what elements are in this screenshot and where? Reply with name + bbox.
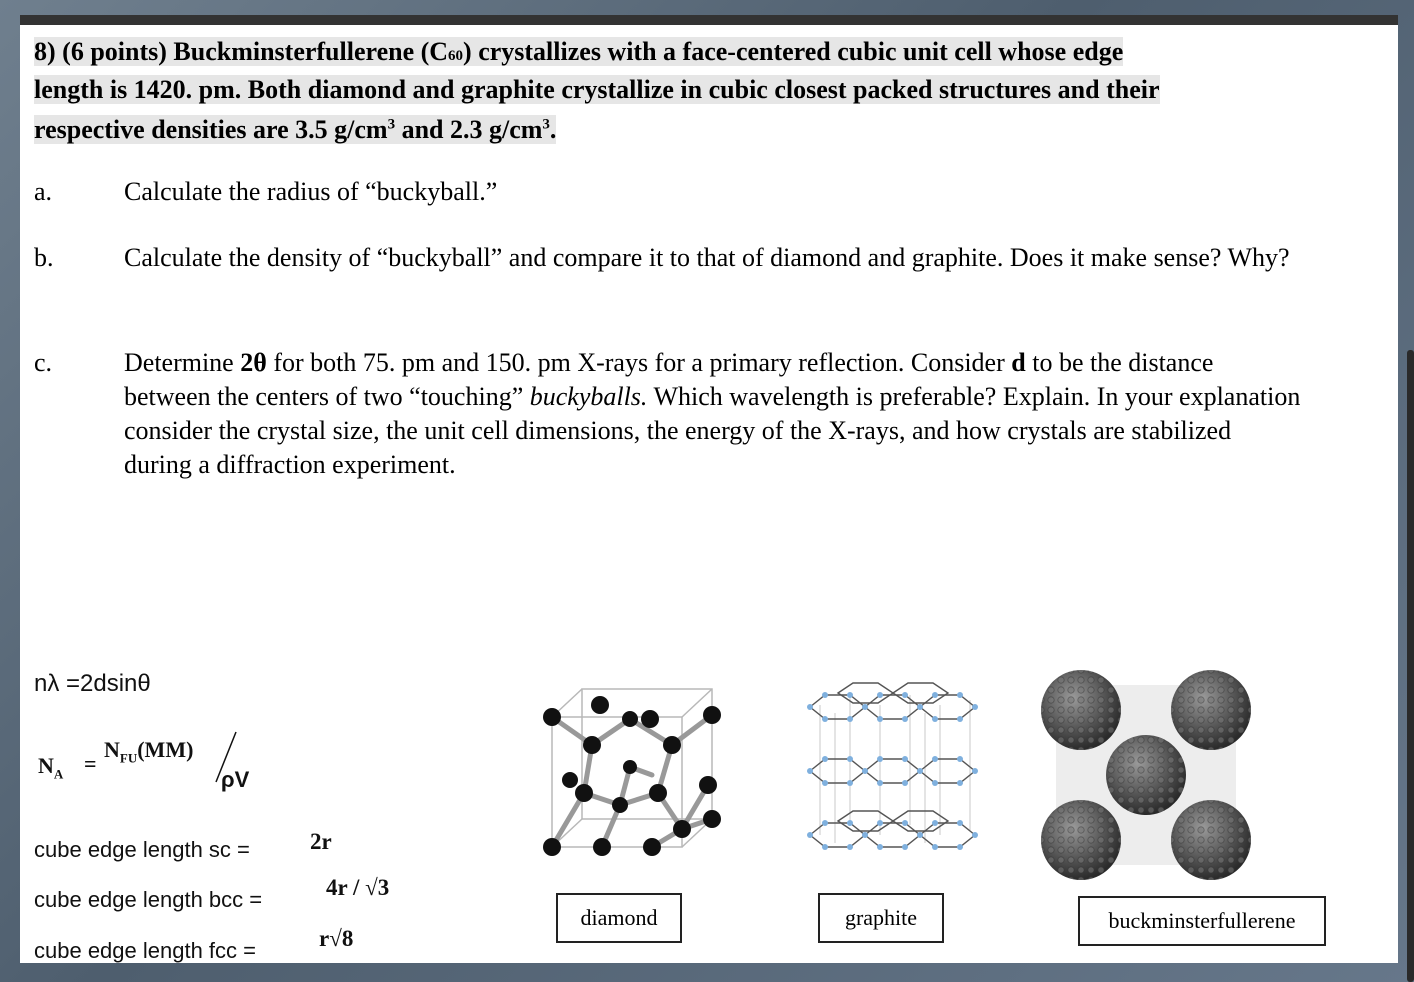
- buckminsterfullerene-structure-image: [1036, 665, 1256, 885]
- document-page: 8) (6 points) Buckminsterfullerene (C60) crystallizes with a face-centered cubic unit cell whose edge length is 1420. pm. Both diamond and graphite crystallize in cubic closest packed structures and their respective densities are 3.5 $g/cm^3$ and 2.3 $g/cm^3$. a. Calculate the radius of “buckyball.” b. Calculate the density of “buckyball” and compare it to that of diamond and graphite. Does it make sense? Why? c. Determine 2θ for both 75. pm and 150. pm X-rays for a primary reflection. Consider d to be the distance between the centers of two “touching” buckyballs. Which wavelength is preferable? Explain. In your explanation consider the crystal size, the unit cell dimensions, the energy of the X-rays, and how crystals are stabilized during a diffraction experiment. nλ =2dsinθ $N_A$ = $N_{FU}(MM)$ ρV cube edge length sc = 2r cube edge length bcc = 4r / √3 cube edge length fcc = r√8 diamond graphite buckminsterfullerene: [20, 15, 1398, 963]
- cube-edge-sc: cube edge length sc = 2r: [34, 829, 332, 862]
- cube-edge-bcc: cube edge length bcc = 4r / √3: [34, 875, 390, 912]
- question-header: 8) (6 points) Buckminsterfullerene (C60) crystallizes with a face-centered cubic unit cell whose edge length is 1420. pm. Both diamond and graphite crystallize in cubic closest packed structures and their respective densities are 3.5 $g/cm^3$ and 2.3 $g/cm^3$.: [34, 37, 1160, 144]
- diamond-label: diamond: [556, 893, 682, 943]
- graphite-label: graphite: [818, 893, 944, 943]
- graphite-structure-image: [790, 675, 990, 865]
- scrollbar[interactable]: [1407, 350, 1414, 982]
- buckminsterfullerene-label: buckminsterfullerene: [1078, 896, 1326, 946]
- avogadro-equation: $N_A$ = $N_{FU}(MM)$ ρV: [38, 725, 268, 795]
- bragg-equation: nλ =2dsinθ: [34, 670, 151, 697]
- diamond-structure-image: [532, 675, 732, 865]
- cube-edge-fcc: cube edge length fcc = r√8: [34, 926, 354, 963]
